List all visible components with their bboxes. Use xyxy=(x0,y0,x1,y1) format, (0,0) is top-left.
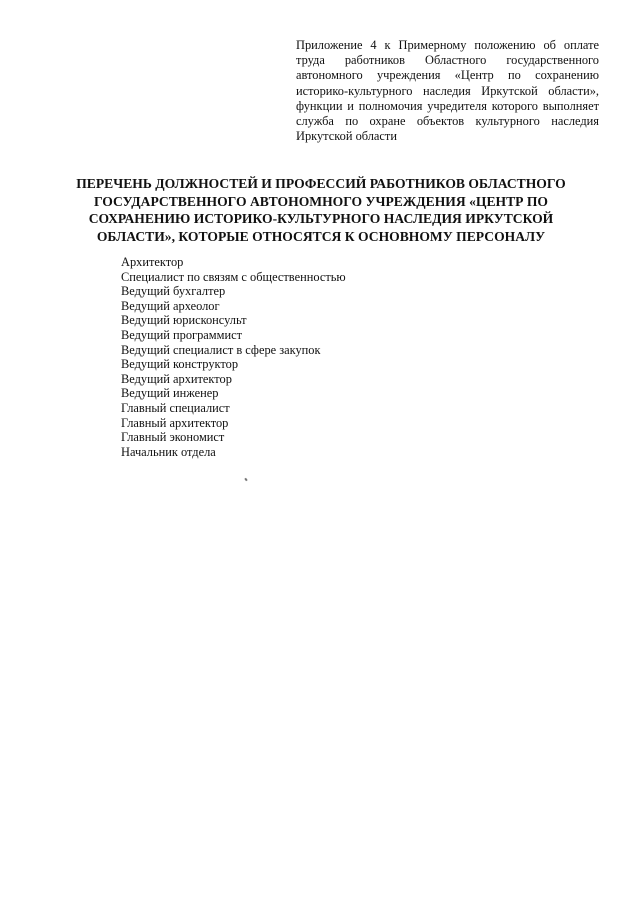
list-item: Архитектор xyxy=(121,255,184,269)
list-item: Ведущий архитектор xyxy=(121,371,232,386)
list-item: Ведущий юрисконсульт xyxy=(121,313,247,328)
list-item: Ведущий бухгалтер xyxy=(121,284,226,299)
list-item: Главный архитектор xyxy=(121,415,229,430)
list-item: Главный специалист xyxy=(121,400,230,415)
scan-speck xyxy=(244,478,247,482)
positions-list xyxy=(121,255,346,459)
list-item: Ведущий археолог xyxy=(121,298,220,313)
appendix-note: Приложение 4 к Примерному положению об оплате труда работников Областного государственного автономного учреждения «Центр по сохранению историко-культурного наследия Иркутской области», функции и полномочия учредителя которого выполняет служба по охране объектов культурного наследия Иркутской области xyxy=(296,38,599,144)
list-item: Ведущий специалист в сфере закупок xyxy=(121,342,321,357)
list-item: Ведущий инженер xyxy=(121,386,219,401)
list-item: Начальник отдела xyxy=(121,444,216,459)
document-title: ПЕРЕЧЕНЬ ДОЛЖНОСТЕЙ И ПРОФЕССИЙ РАБОТНИКОВ ОБЛАСТНОГО ГОСУДАРСТВЕННОГО АВТОНОМНОГО УЧРЕЖДЕНИЯ «ЦЕНТР ПО СОХРАНЕНИЮ ИСТОРИКО-КУЛЬТУРНОГО НАСЛЕДИЯ ИРКУТСКОЙ ОБЛАСТИ», КОТОРЫЕ ОТНОСЯТСЯ К ОСНОВНОМУ ПЕРСОНАЛУ xyxy=(76,176,566,244)
list-item: Ведущий конструктор xyxy=(121,357,239,372)
list-item: Ведущий программист xyxy=(121,327,243,342)
list-item: Специалист по связям с общественностью xyxy=(121,269,346,284)
list-item: Главный экономист xyxy=(121,430,225,445)
